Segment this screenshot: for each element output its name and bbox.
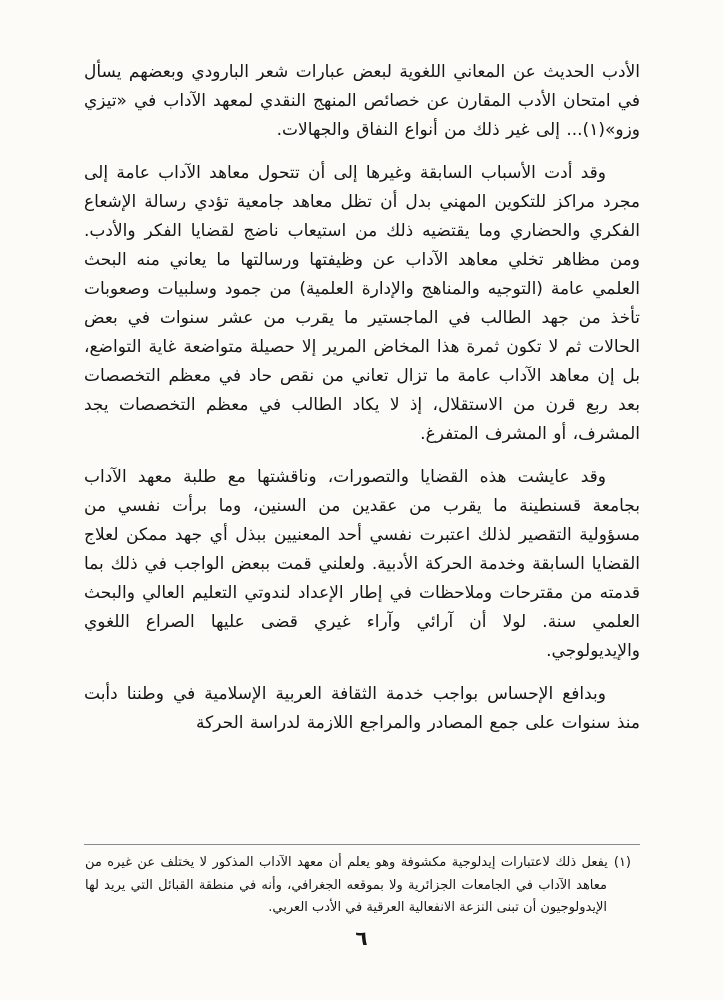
page-number: ٦ [355,926,368,950]
footnote [85,852,631,920]
paragraph-4: وبدافع الإحساس بواجب خدمة الثقافة العربية الإسلامية في وطننا دأبت منذ سنوات على جمع المصادر والمراجع اللازمة لدراسة الحركة [84,684,640,733]
footnote-marker: (١) [613,855,631,870]
paragraph-1: الأدب الحديث عن المعاني اللغوية لبعض عبارات شعر البارودي وبعضهم يسأل في امتحان الأدب المقارن عن خصائص المنهج النقدي لمعهد الآداب في «تيزي وزو»(١)... إلى غير ذلك من أنواع النفاق والجهالات. [84,62,640,140]
footnote-separator [84,844,640,845]
body-text [84,58,640,752]
paragraph-3: وقد عايشت هذه القضايا والتصورات، وناقشتها مع طلبة معهد الآداب بجامعة قسنطينة ما يقرب من عقدين من السنين، وما برأت نفسي من مسؤولية التقصير لذلك اعتبرت نفسي أحد المعنيين ببذل أي جهد ممكن لعلاج القضايا السابقة وخدمة الحركة الأدبية. ولعلني قمت ببعض الواجب في ذلك بما قدمته من مقترحات وملاحظات في إطار الإعداد لندوتي التعليم العالي والبحث العلمي سنة. لولا أن آرائي وآراء غيري قضى عليها الصراع اللغوي والإيديولوجي. [84,467,640,661]
footnote-text: يفعل ذلك لاعتبارات إيدلوجية مكشوفة وهو يعلم أن معهد الآداب المذكور لا يختلف عن غيره من معاهد الآداب في الجامعات الجزائرية ولا بموقعه الجغرافي، وأنه في منطقة القبائل التي يريد لها الإيدولوجيون أن تبنى النزعة الانفعالية العرقية في الأدب العربي. [85,855,608,915]
paragraph-2: وقد أدت الأسباب السابقة وغيرها إلى أن تتحول معاهد الآداب عامة إلى مجرد مراكز للتكوين المهني بدل أن تظل معاهد جامعية تؤدي رسالة الإشعاع الفكري والحضاري وما يقتضيه ذلك من استيعاب ناضج لقضايا الفكر والأدب. ومن مظاهر تخلي معاهد الآداب عن وظيفتها ورسالتها ما يعاني منه البحث العلمي عامة (التوجيه والمناهج والإدارة العلمية) من جمود وسلبيات وصعوبات تأخذ من جهد الطالب في الماجستير ما يقرب من عشر سنوات في بعض الحالات ثم لا تكون ثمرة هذا المخاض المرير إلا حصيلة متواضعة غاية التواضع، بل إن معاهد الآداب عامة ما تزال تعاني من نقص حاد في معظم التخصصات بعد ربع قرن من الاستقلال، إذ لا يكاد الطالب في معظم التخصصات يجد المشرف، أو المشرف المتفرغ. [84,163,640,444]
footnote-body [85,852,631,920]
